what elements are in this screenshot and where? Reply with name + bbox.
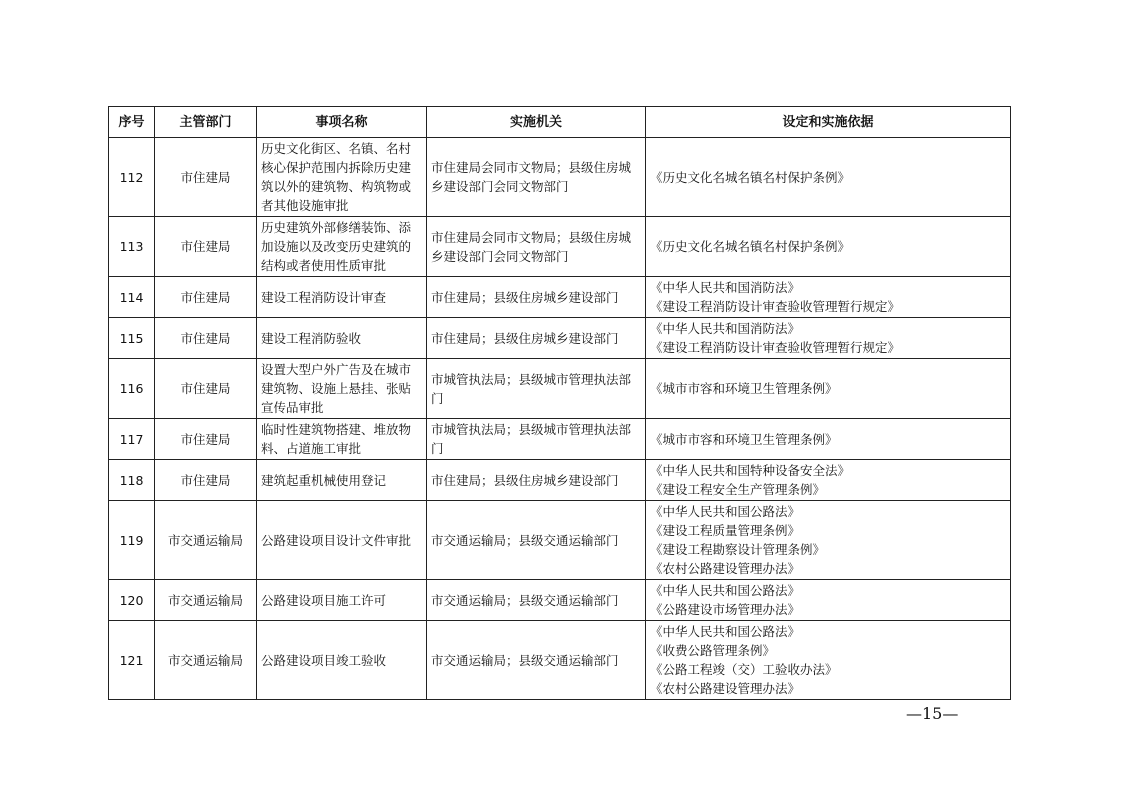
row-serial-number: 116 — [109, 359, 155, 419]
row-department: 市住建局 — [155, 318, 257, 359]
row-item-name: 建筑起重机械使用登记 — [257, 460, 427, 501]
legal-basis-entry: 《收费公路管理条例》 — [650, 643, 776, 658]
row-implementing-agency: 市交通运输局；县级交通运输部门 — [427, 621, 646, 700]
row-implementing-agency: 市住建局；县级住房城乡建设部门 — [427, 460, 646, 501]
row-legal-basis — [646, 359, 1011, 419]
legal-basis-entry: 《城市市容和环境卫生管理条例》 — [650, 431, 838, 447]
row-item-name: 建设工程消防验收 — [257, 318, 427, 359]
row-serial-number: 121 — [109, 621, 155, 700]
header-implementing-agency: 实施机关 — [427, 107, 646, 138]
row-implementing-agency: 市住建局；县级住房城乡建设部门 — [427, 277, 646, 318]
page-number: —15— — [906, 704, 959, 723]
table-row — [109, 580, 1011, 621]
legal-basis-entry: 《农村公路建设管理办法》 — [650, 561, 801, 576]
row-legal-basis — [646, 621, 1011, 700]
table-row — [109, 138, 1011, 217]
row-department: 市住建局 — [155, 419, 257, 460]
row-department: 市住建局 — [155, 138, 257, 217]
row-legal-basis — [646, 318, 1011, 359]
legal-basis-entry: 《建设工程消防设计审查验收管理暂行规定》 — [650, 299, 901, 314]
row-legal-basis — [646, 501, 1011, 580]
table-row — [109, 460, 1011, 501]
header-item-name: 事项名称 — [257, 107, 427, 138]
row-department: 市交通运输局 — [155, 621, 257, 700]
table-body — [109, 138, 1011, 700]
row-department: 市住建局 — [155, 277, 257, 318]
row-serial-number: 115 — [109, 318, 155, 359]
row-serial-number: 112 — [109, 138, 155, 217]
row-item-name: 历史建筑外部修缮装饰、添加设施以及改变历史建筑的结构或者使用性质审批 — [257, 217, 427, 277]
row-item-name: 建设工程消防设计审查 — [257, 277, 427, 318]
table-row — [109, 277, 1011, 318]
legal-basis-entry: 《建设工程勘察设计管理条例》 — [650, 542, 826, 557]
legal-basis-entry: 《公路工程竣（交）工验收办法》 — [650, 662, 838, 677]
legal-basis-entry: 《农村公路建设管理办法》 — [650, 681, 801, 696]
row-department: 市住建局 — [155, 217, 257, 277]
header-legal-basis: 设定和实施依据 — [646, 107, 1011, 138]
row-legal-basis — [646, 460, 1011, 501]
row-implementing-agency: 市城管执法局；县级城市管理执法部门 — [427, 359, 646, 419]
row-legal-basis — [646, 580, 1011, 621]
row-serial-number: 113 — [109, 217, 155, 277]
row-item-name: 公路建设项目施工许可 — [257, 580, 427, 621]
table-row — [109, 318, 1011, 359]
legal-basis-entry: 《公路建设市场管理办法》 — [650, 602, 801, 617]
legal-basis-entry: 《建设工程消防设计审查验收管理暂行规定》 — [650, 340, 901, 355]
table-row — [109, 621, 1011, 700]
approval-items-table — [108, 106, 1011, 700]
row-implementing-agency: 市住建局会同市文物局；县级住房城乡建设部门会同文物部门 — [427, 138, 646, 217]
row-serial-number: 114 — [109, 277, 155, 318]
legal-basis-entry: 《中华人民共和国公路法》 — [650, 583, 801, 598]
row-department: 市交通运输局 — [155, 580, 257, 621]
row-department: 市交通运输局 — [155, 501, 257, 580]
row-serial-number: 120 — [109, 580, 155, 621]
legal-basis-entry: 《中华人民共和国特种设备安全法》 — [650, 463, 851, 478]
legal-basis-entry: 《中华人民共和国公路法》 — [650, 504, 801, 519]
row-implementing-agency: 市住建局会同市文物局；县级住房城乡建设部门会同文物部门 — [427, 217, 646, 277]
row-item-name: 临时性建筑物搭建、堆放物料、占道施工审批 — [257, 419, 427, 460]
legal-basis-entry: 《中华人民共和国消防法》 — [650, 321, 801, 336]
row-legal-basis — [646, 419, 1011, 460]
legal-basis-entry: 《城市市容和环境卫生管理条例》 — [650, 381, 838, 396]
row-department: 市住建局 — [155, 359, 257, 419]
row-legal-basis — [646, 138, 1011, 217]
legal-basis-entry: 《历史文化名城名镇名村保护条例》 — [650, 239, 851, 254]
row-implementing-agency: 市交通运输局；县级交通运输部门 — [427, 501, 646, 580]
row-serial-number: 117 — [109, 419, 155, 460]
legal-basis-entry: 《建设工程质量管理条例》 — [650, 523, 801, 538]
legal-basis-entry: 《中华人民共和国消防法》 — [650, 280, 801, 295]
row-serial-number: 119 — [109, 501, 155, 580]
table-row — [109, 501, 1011, 580]
row-item-name: 设置大型户外广告及在城市建筑物、设施上悬挂、张贴宣传品审批 — [257, 359, 427, 419]
table-header-row — [109, 107, 1011, 138]
legal-basis-entry: 《建设工程安全生产管理条例》 — [650, 482, 826, 497]
legal-basis-entry: 《历史文化名城名镇名村保护条例》 — [650, 169, 851, 185]
table-row — [109, 217, 1011, 277]
table-row — [109, 359, 1011, 419]
row-legal-basis — [646, 277, 1011, 318]
row-implementing-agency: 市住建局；县级住房城乡建设部门 — [427, 318, 646, 359]
row-department: 市住建局 — [155, 460, 257, 501]
table-row — [109, 419, 1011, 460]
header-serial-number: 序号 — [109, 107, 155, 138]
row-legal-basis — [646, 217, 1011, 277]
legal-basis-entry: 《中华人民共和国公路法》 — [650, 624, 801, 639]
row-item-name: 公路建设项目竣工验收 — [257, 621, 427, 700]
row-implementing-agency: 市交通运输局；县级交通运输部门 — [427, 580, 646, 621]
row-item-name: 历史文化街区、名镇、名村核心保护范围内拆除历史建筑以外的建筑物、构筑物或者其他设施审批 — [257, 138, 427, 217]
row-serial-number: 118 — [109, 460, 155, 501]
row-item-name: 公路建设项目设计文件审批 — [257, 501, 427, 580]
header-department: 主管部门 — [155, 107, 257, 138]
row-implementing-agency: 市城管执法局；县级城市管理执法部门 — [427, 419, 646, 460]
